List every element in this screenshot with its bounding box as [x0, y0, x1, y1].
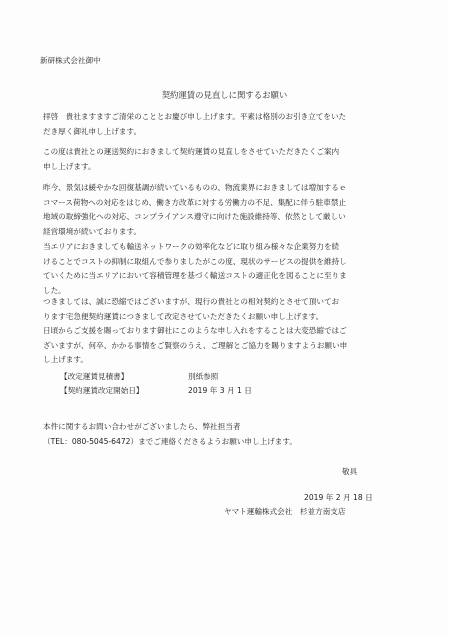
recipient: 新研株式会社御中	[40, 56, 101, 65]
paragraph-line: だき厚く御礼申し上げます。	[43, 126, 142, 136]
terms-block	[60, 370, 380, 398]
paragraph-contact	[43, 420, 413, 449]
paragraph-line: 本件に関するお問い合わせがございましたら、弊社担当者	[43, 422, 241, 431]
paragraph-line: 拝啓 貴社ますますご清栄のこととお慶び申し上げます。平素は格別のお引き立てをいた	[43, 112, 347, 121]
paragraph-line: コマース荷物への対応をはじめ、働き方改革に対する労働力の不足、集配に伴う駐車禁止	[43, 197, 347, 207]
terms-row	[60, 384, 380, 398]
paragraph-request	[43, 295, 413, 368]
paragraph-line: ざいますが、何卒、かかる事情をご賢察のうえ、ご理解とご協力を賜りますようお願い申	[43, 340, 348, 350]
paragraph-greeting	[43, 110, 413, 139]
paragraph-line: 地域の取締強化への対応、コンプライアンス遵守に向けた施設維持等、依然として厳しい	[43, 212, 346, 222]
paragraph-line: し上げます。	[43, 355, 88, 365]
sender-name: ヤマト運輸株式会社 杉並方南支店	[224, 507, 346, 516]
paragraph-background	[43, 181, 413, 239]
letter-title: 契約運賃の見直しに関するお願い	[161, 90, 288, 100]
terms-value: 2019 年 3 月 1 日	[188, 386, 252, 395]
paragraph-line: 昨今、景気は緩やかな回復基調が続いているものの、物流業界におきましては増加するｅ	[43, 183, 347, 192]
paragraph-line: けることでコストの抑制に取組んで参りましたがこの度、現状のサービスの提供を維持し	[43, 256, 347, 266]
paragraph-line: 申し上げます。	[43, 161, 96, 171]
paragraph-line: ります宅急便契約運賃につきまして改定させていただきたくお願い申し上げます。	[43, 311, 324, 321]
contact-phone-line: （TEL：080-5045-6472）までご連絡くださるようお願い申し上げます。	[43, 436, 297, 446]
paragraph-area-efforts	[43, 240, 413, 298]
terms-value: 別紙参照	[188, 372, 219, 381]
paragraph-line: つきましては、誠に恐縮ではございますが、現行の貴社との相対契約とさせて頂いてお	[43, 297, 340, 306]
paragraph-line: 経営環境が続いております。	[43, 226, 142, 236]
paragraph-line: した。	[43, 285, 66, 295]
letter-date: 2019 年 2 月 18 日	[304, 493, 373, 502]
terms-row	[60, 370, 380, 384]
terms-label: 【契約運賃改定開始日】	[60, 386, 144, 395]
terms-label: 【改定運賃見積書】	[60, 372, 129, 381]
paragraph-purpose	[43, 145, 413, 174]
closing-word: 敬具	[342, 467, 358, 476]
paragraph-line: この度は貴社との運送契約におきまして契約運賃の見直しをさせていただきたくご案内	[43, 147, 340, 156]
paragraph-line: 日頃からご支援を賜っております御社にこのような申し入れをすることは大変恐縮ではご	[43, 326, 347, 336]
paragraph-line: 当エリアにおきましても輸送ネットワークの効率化などに取り組み様々な企業努力を続	[43, 242, 340, 251]
paragraph-line: ていくために当エリアにおいて容積管理を基づく輸送コストの適正化を図ることに至りま	[43, 271, 347, 281]
